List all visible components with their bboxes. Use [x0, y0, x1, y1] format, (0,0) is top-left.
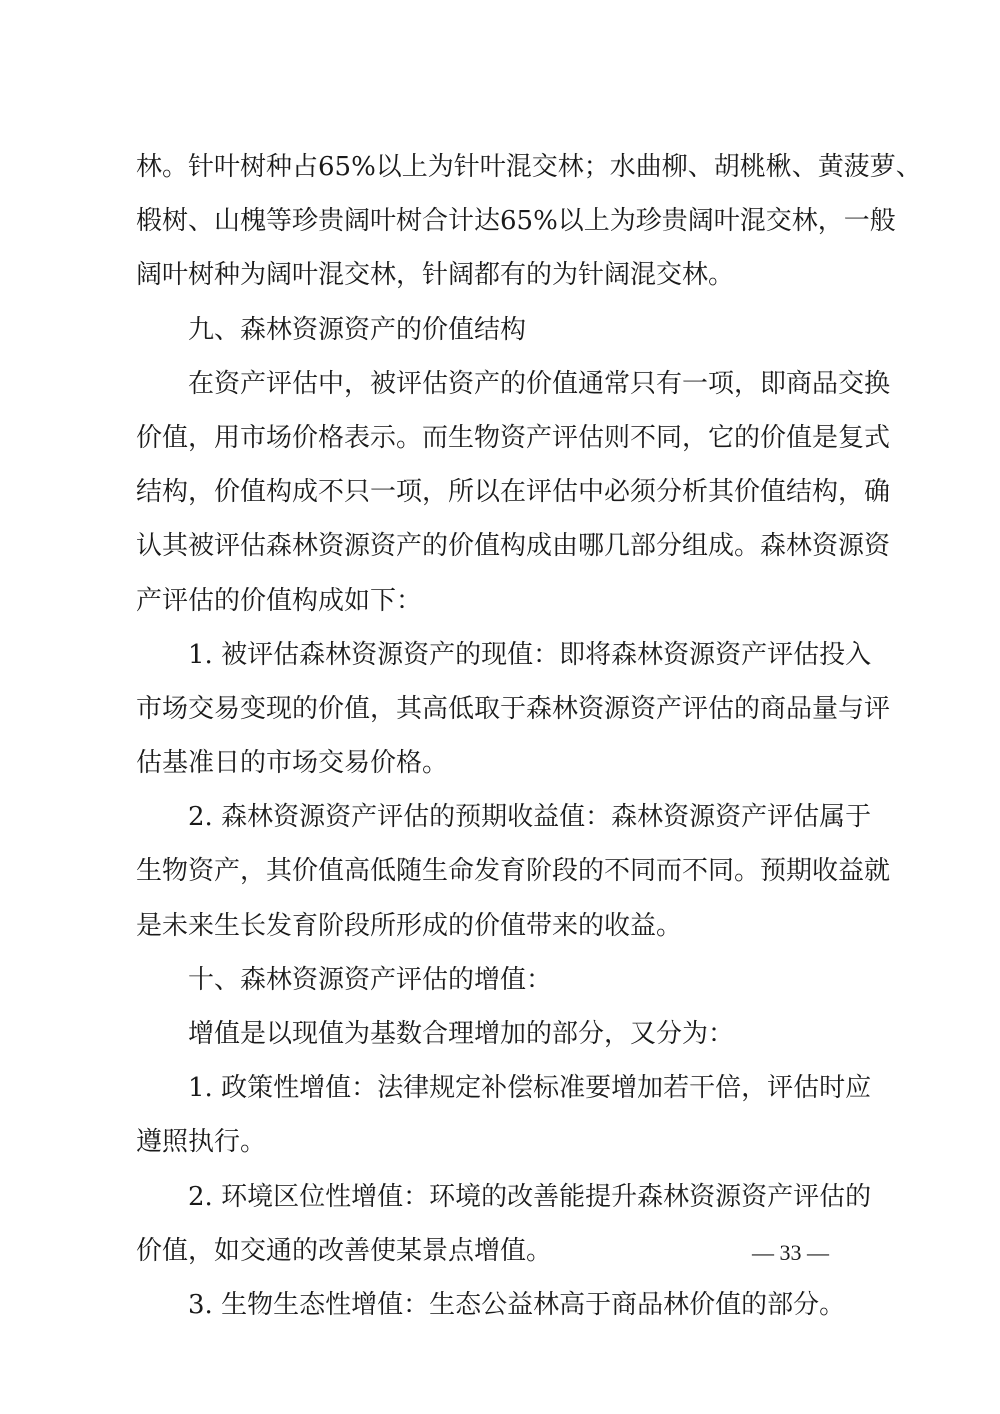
paragraph-line: 生物资产，其价值高低随生命发育阶段的不同而不同。预期收益就: [136, 856, 891, 887]
list-item-1: 1. 被评估森林资源资产的现值：即将森林资源资产评估投入: [188, 639, 872, 670]
paragraph-line: 是未来生长发育阶段所形成的价值带来的收益。: [136, 910, 683, 941]
paragraph-line: 产评估的价值构成如下：: [136, 585, 423, 616]
document-body: [136, 140, 922, 1332]
section-heading-9: 九、森林资源资产的价值结构: [188, 314, 527, 345]
list-item-2: 2. 环境区位性增值：环境的改善能提升森林资源资产评估的: [188, 1181, 872, 1212]
paragraph-line: 在资产评估中，被评估资产的价值通常只有一项，即商品交换: [188, 368, 891, 399]
list-item-3: 3. 生物生态性增值：生态公益林高于商品林价值的部分。: [188, 1289, 846, 1320]
paragraph-line: 估基准日的市场交易价格。: [136, 748, 449, 779]
paragraph-line: 价值，用市场价格表示。而生物资产评估则不同，它的价值是复式: [136, 422, 891, 453]
paragraph-line: 认其被评估森林资源资产的价值构成由哪几部分组成。森林资源资: [136, 531, 891, 562]
paragraph-line: 结构，价值构成不只一项，所以在评估中必须分析其价值结构，确: [136, 477, 891, 508]
section-heading-10: 十、森林资源资产评估的增值：: [188, 964, 553, 995]
paragraph-line: 增值是以现值为基数合理增加的部分，又分为：: [188, 1019, 735, 1049]
paragraph-line: 遵照执行。: [136, 1127, 267, 1158]
paragraph-line: 阔叶树种为阔叶混交林，针阔都有的为针阔混交林。: [136, 260, 735, 291]
list-item-2: 2. 森林资源资产评估的预期收益值：森林资源资产评估属于: [188, 802, 872, 833]
paragraph-line: 椴树、山槐等珍贵阔叶树合计达65%以上为珍贵阔叶混交林，一般: [136, 206, 896, 237]
paragraph-line: 林。针叶树种占65%以上为针叶混交林；水曲柳、胡桃楸、黄菠萝、: [136, 152, 922, 182]
list-item-1: 1. 政策性增值：法律规定补偿标准要增加若干倍，评估时应: [188, 1073, 872, 1104]
paragraph-line: 价值，如交通的改善使某景点增值。: [136, 1235, 553, 1266]
page-number: — 33 —: [752, 1240, 829, 1265]
paragraph-line: 市场交易变现的价值，其高低取于森林资源资产评估的商品量与评: [136, 693, 891, 724]
